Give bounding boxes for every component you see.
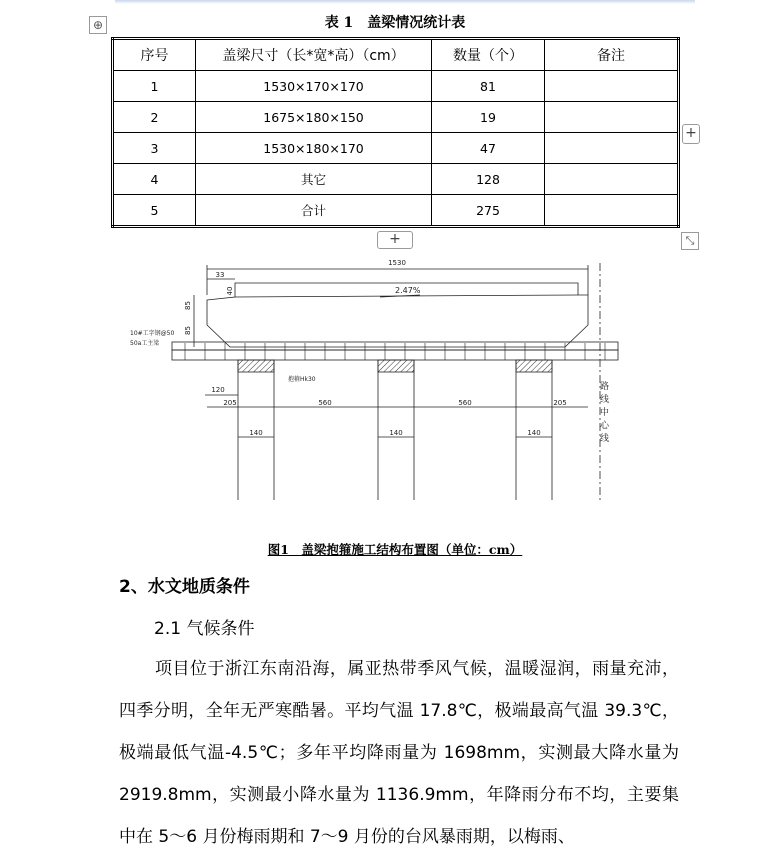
- section-heading: 2、水文地质条件: [119, 577, 250, 597]
- table-cell[interactable]: 81: [432, 71, 545, 102]
- table-cell[interactable]: 其它: [196, 164, 432, 195]
- centerline-label: 线: [600, 395, 610, 405]
- table-row: [113, 164, 679, 195]
- table-cell[interactable]: [545, 71, 679, 102]
- dim-label: 1530: [388, 259, 406, 267]
- table-cell[interactable]: 1530×180×170: [196, 133, 432, 164]
- hoop: [516, 360, 552, 372]
- table-cell[interactable]: [545, 133, 679, 164]
- centerline-label: 路: [600, 382, 610, 392]
- i-beam-label: 10#工字钢@50: [130, 330, 175, 337]
- hoop: [238, 360, 274, 372]
- main-beam-label: 50a工主梁: [130, 340, 160, 347]
- add-column-button[interactable]: +: [682, 124, 700, 144]
- i-beam-layer: [172, 342, 618, 350]
- capbeam-structure-drawing: [110, 255, 620, 505]
- table-cell[interactable]: 5: [113, 195, 196, 227]
- figure-caption-text: 图1 盖梁抱箍施工结构布置图（单位：cm）: [267, 542, 523, 557]
- subsection-heading: 2.1 气候条件: [154, 619, 255, 639]
- table-resize-icon[interactable]: ⤡: [681, 232, 699, 250]
- table-cell[interactable]: 4: [113, 164, 196, 195]
- table-cell[interactable]: 合计: [196, 195, 432, 227]
- dim-label: 140: [389, 429, 403, 437]
- table-cell[interactable]: 19: [432, 102, 545, 133]
- capbeam-stats-table: [111, 37, 680, 228]
- centerline-label: 心: [600, 421, 610, 431]
- slope-label: 2.47%: [395, 286, 421, 295]
- hoop-label: 抱箍Hk30: [288, 376, 316, 383]
- dim-label: 205: [553, 399, 567, 407]
- table-cell[interactable]: 3: [113, 133, 196, 164]
- table-cell[interactable]: 1: [113, 71, 196, 102]
- table-move-handle-icon[interactable]: ⊕: [89, 16, 107, 34]
- climate-paragraph: 项目位于浙江东南沿海，属亚热带季风气候，温暖湿润，雨量充沛，四季分明，全年无严寒酷暑。平均气温 17.8℃，极端最高气温 39.3℃，极端最低气温-4.5℃；多年平均降雨量为 1698mm，实测最大降水量为 2919.8mm，实测最小降水量为 1136.9mm，年降雨分布不均，主要集中在 5～6 月份梅雨期和 7～9 月份的台风暴雨期，以梅雨、: [119, 659, 679, 847]
- table-row: [113, 102, 679, 133]
- dim-label: 205: [223, 399, 237, 407]
- dim-label: 140: [249, 429, 263, 437]
- table-cell[interactable]: 128: [432, 164, 545, 195]
- dim-label: 85: [184, 301, 192, 310]
- header-cell: 盖梁尺寸（长*宽*高）（cm）: [196, 39, 432, 71]
- hoop: [378, 360, 414, 372]
- dim-label: 140: [527, 429, 541, 437]
- table-cell[interactable]: 275: [432, 195, 545, 227]
- header-cell: 序号: [113, 39, 196, 71]
- table-row: [113, 195, 679, 227]
- main-beam: [172, 350, 618, 360]
- page-top-edge: [115, 0, 695, 4]
- header-cell: 数量（个）: [432, 39, 545, 71]
- table-cell[interactable]: [545, 195, 679, 227]
- centerline-label: 中: [600, 408, 610, 418]
- dim-label: 560: [318, 399, 332, 407]
- add-row-button[interactable]: +: [377, 231, 413, 249]
- table-cell[interactable]: 2: [113, 102, 196, 133]
- centerline-label: 线: [600, 434, 610, 444]
- dim-label: 33: [215, 271, 225, 279]
- header-cell: 备注: [545, 39, 679, 71]
- dim-label: 560: [458, 399, 472, 407]
- table-cell[interactable]: [545, 102, 679, 133]
- dim-label: 40: [226, 286, 234, 296]
- table-cell[interactable]: [545, 164, 679, 195]
- dim-label: 120: [211, 386, 225, 394]
- table-cell[interactable]: 1675×180×150: [196, 102, 432, 133]
- figure-caption: [110, 540, 680, 558]
- table-title: 表 1 盖梁情况统计表: [324, 15, 466, 31]
- table-header-row: [113, 39, 679, 71]
- table-cell[interactable]: 1530×170×170: [196, 71, 432, 102]
- table-row: [113, 133, 679, 164]
- table-cell[interactable]: 47: [432, 133, 545, 164]
- table-row: [113, 71, 679, 102]
- dim-label: 85: [184, 326, 192, 335]
